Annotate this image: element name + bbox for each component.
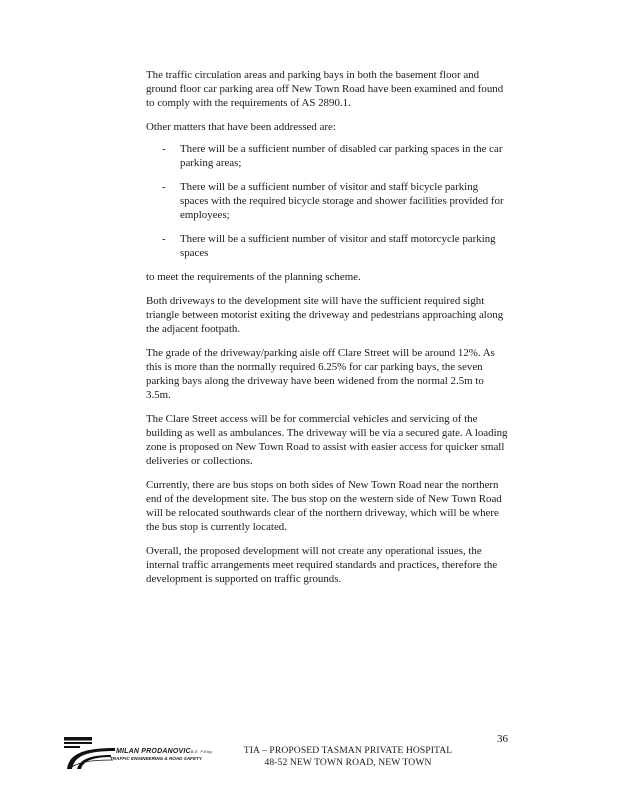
logo-company-name: MILAN PRODANOVICB.E. P.Eng. (116, 748, 214, 755)
footer-line-title: TIA – PROPOSED TASMAN PRIVATE HOSPITAL (243, 745, 453, 756)
paragraph-parking-compliance: The traffic circulation areas and parking bays in both the basement floor and ground floor car parking area off New Town Road have been examined and found to comply with the requirements of AS 2890.1. (146, 69, 504, 109)
list-item-text: There will be a sufficient number of visitor and staff bicycle parking spaces with the required bicycle storage and shower facilities provided for employees; (180, 181, 504, 221)
bullet-dash: - (162, 233, 166, 245)
page-number: 36 (497, 733, 508, 745)
logo-tagline: TRAFFIC ENGINEERING & ROAD SAFETY (110, 756, 202, 761)
footer-document-title (236, 745, 460, 769)
paragraph-planning-scheme: to meet the requirements of the planning scheme. (146, 271, 361, 283)
paragraph-clare-street-access: The Clare Street access will be for commercial vehicles and servicing of the building as well as ambulances. The driveway will be via a secured gate. A loading zone is proposed on New Town Road to assist with easier access for quicker small deliveries or collections. (146, 413, 508, 467)
list-item (146, 142, 508, 170)
list-item-text: There will be a sufficient number of visitor and staff motorcycle parking spaces (180, 233, 496, 259)
paragraph-sight-triangle: Both driveways to the development site will have the sufficient required sight triangle between motorist exiting the driveway and pedestrians approaching along the adjacent footpath. (146, 295, 504, 335)
footer-line-address: 48-52 NEW TOWN ROAD, NEW TOWN (264, 757, 432, 768)
paragraph-other-matters: Other matters that have been addressed are: (146, 121, 336, 133)
list-item-text: There will be a sufficient number of disabled car parking spaces in the car parking areas; (180, 143, 503, 169)
paragraph-bus-stops: Currently, there are bus stops on both sides of New Town Road near the northern end of the development site. The bus stop on the western side of New Town Road will be relocated southwards clear of the northern driveway, which will be where the bus stop is currently located. (146, 479, 502, 533)
list-item (146, 180, 508, 222)
document-body (146, 68, 508, 596)
bullet-dash: - (162, 143, 166, 155)
bullet-list (146, 142, 508, 260)
paragraph-conclusion: Overall, the proposed development will not create any operational issues, the internal traffic arrangements meet required standards and practices, therefore the development is supported on traffic grounds. (146, 545, 498, 585)
bullet-dash: - (162, 181, 166, 193)
list-item (146, 232, 508, 260)
paragraph-driveway-grade: The grade of the driveway/parking aisle off Clare Street will be around 12%. As this is more than the normally required 6.25% for car parking bays, the seven parking bays along the driveway have been widened from the normal 2.5m to 3.5m. (146, 347, 495, 401)
company-logo (63, 736, 243, 772)
road-swoosh-icon (63, 736, 123, 772)
logo-qualifications: B.E. P.Eng. (190, 749, 214, 754)
